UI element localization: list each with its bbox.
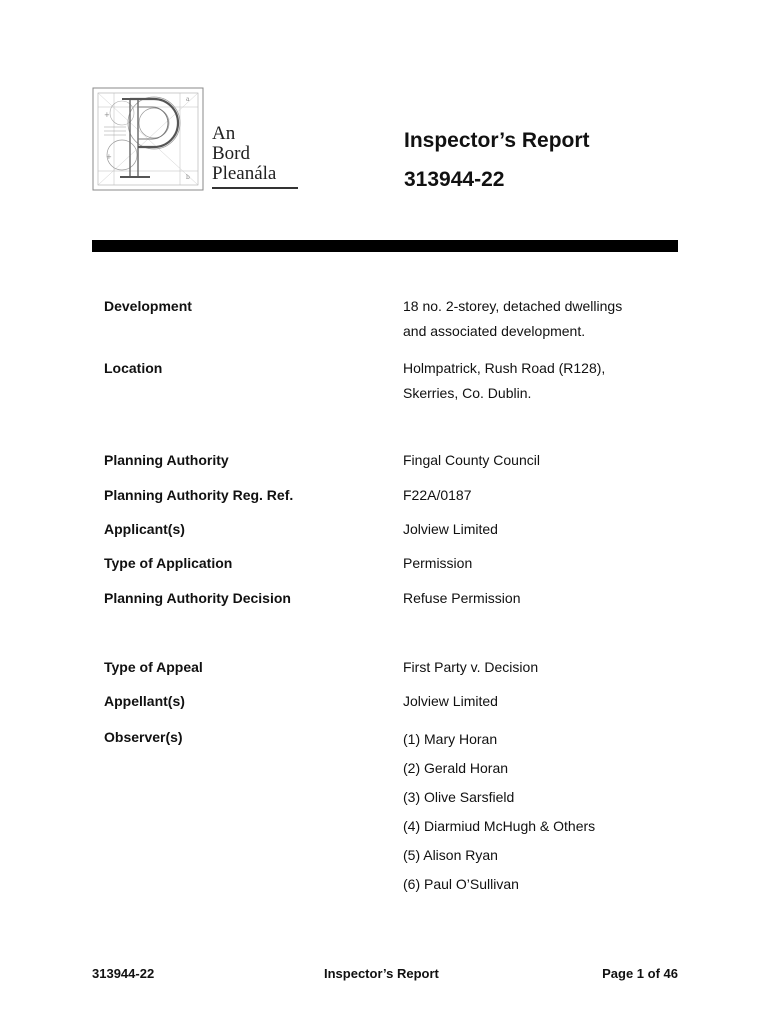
report-number: 313944-22 bbox=[404, 168, 505, 191]
svg-text:+: + bbox=[104, 111, 110, 119]
svg-text:a: a bbox=[186, 96, 190, 103]
logo-line-pleanala: Pleanála bbox=[212, 163, 277, 184]
pleanala-p-emblem-icon bbox=[92, 87, 204, 191]
label-location: Location bbox=[104, 360, 163, 376]
logo-underline bbox=[212, 187, 298, 189]
header-divider bbox=[92, 240, 678, 252]
value-appellant bbox=[403, 689, 498, 714]
logo-wordmark bbox=[212, 124, 276, 184]
value-line: 18 no. 2-storey, detached dwellings bbox=[403, 298, 623, 314]
value-line: First Party v. Decision bbox=[403, 659, 539, 675]
value-line: F22A/0187 bbox=[403, 487, 472, 503]
observer-item: (1) Mary Horan bbox=[403, 731, 498, 747]
observer-item: (6) Paul O’Sullivan bbox=[403, 876, 519, 892]
logo-line-bord: Bord bbox=[212, 143, 250, 164]
value-line: and associated development. bbox=[403, 323, 586, 339]
footer-page-number: Page 1 of 46 bbox=[602, 966, 678, 981]
value-decision bbox=[403, 586, 521, 611]
value-location bbox=[403, 356, 605, 406]
value-line: Refuse Permission bbox=[403, 590, 521, 606]
observer-item: (5) Alison Ryan bbox=[403, 847, 498, 863]
value-planning-authority bbox=[403, 448, 540, 473]
label-applicant: Applicant(s) bbox=[104, 521, 185, 537]
label-reg-ref: Planning Authority Reg. Ref. bbox=[104, 487, 294, 503]
label-type-of-appeal: Type of Appeal bbox=[104, 659, 203, 675]
report-title: Inspector’s Report bbox=[404, 129, 590, 152]
value-type-of-appeal bbox=[403, 655, 538, 680]
label-planning-authority: Planning Authority bbox=[104, 452, 229, 468]
value-line: Fingal County Council bbox=[403, 452, 540, 468]
value-line: Skerries, Co. Dublin. bbox=[403, 385, 532, 401]
value-line: Permission bbox=[403, 555, 473, 571]
value-type-of-application bbox=[403, 551, 472, 576]
value-observers bbox=[403, 725, 595, 899]
value-line: Jolview Limited bbox=[403, 693, 498, 709]
value-line: Holmpatrick, Rush Road (R128), bbox=[403, 360, 606, 376]
value-applicant bbox=[403, 517, 498, 542]
observer-item: (4) Diarmiud McHugh & Others bbox=[403, 818, 596, 834]
label-development: Development bbox=[104, 298, 192, 314]
footer-title: Inspector’s Report bbox=[324, 966, 439, 981]
value-reg-ref bbox=[403, 483, 472, 508]
value-line: Jolview Limited bbox=[403, 521, 498, 537]
footer-reference: 313944-22 bbox=[92, 966, 155, 981]
label-observers: Observer(s) bbox=[104, 729, 183, 745]
svg-text:+: + bbox=[106, 153, 112, 161]
board-logo bbox=[92, 87, 302, 192]
label-appellant: Appellant(s) bbox=[104, 693, 185, 709]
label-decision: Planning Authority Decision bbox=[104, 590, 291, 606]
observer-item: (3) Olive Sarsfield bbox=[403, 789, 515, 805]
label-type-of-application: Type of Application bbox=[104, 555, 233, 571]
observer-item: (2) Gerald Horan bbox=[403, 760, 509, 776]
logo-line-an: An bbox=[212, 123, 236, 144]
value-development bbox=[403, 294, 622, 344]
svg-text:b: b bbox=[186, 174, 190, 181]
